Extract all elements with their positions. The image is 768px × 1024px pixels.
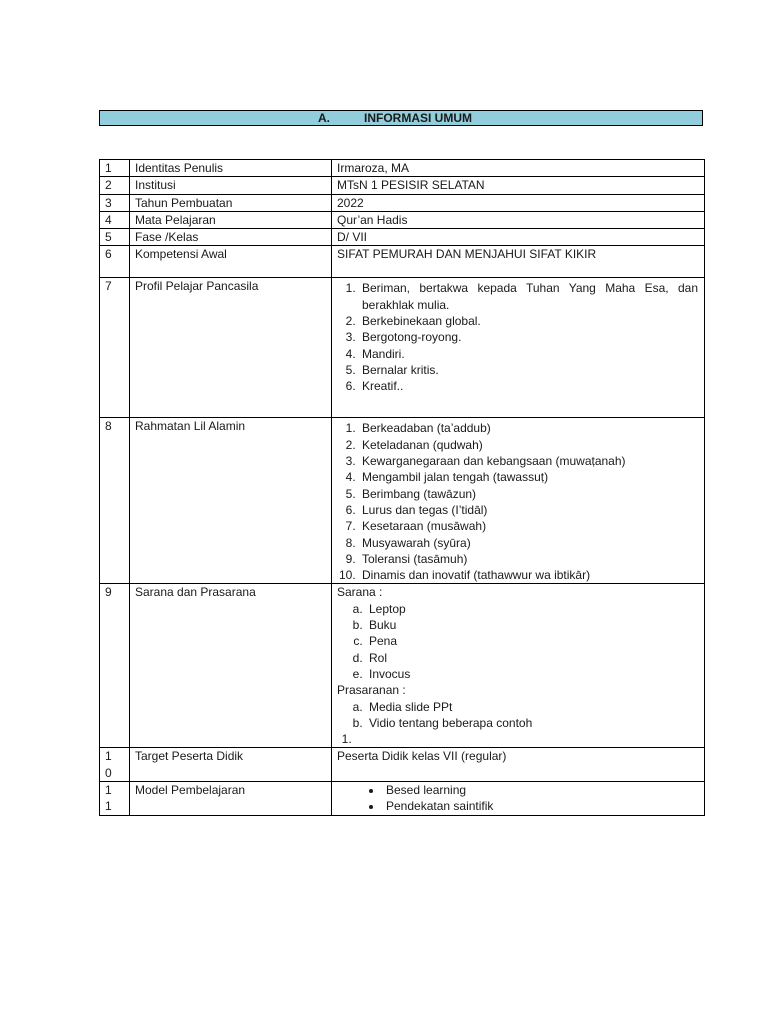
row-number: 4 <box>100 211 130 228</box>
table-row <box>100 211 705 228</box>
row-number: 1 <box>100 160 130 177</box>
table-row <box>100 584 705 748</box>
row-number: 5 <box>100 229 130 246</box>
row-number: 7 <box>100 278 130 418</box>
row-label: Mata Pelajaran <box>130 211 332 228</box>
row-label: Tahun Pembuatan <box>130 194 332 211</box>
row-label: Model Pembelajaran <box>130 782 332 816</box>
table-row <box>100 418 705 584</box>
row-label: Identitas Penulis <box>130 160 332 177</box>
row-value <box>332 584 705 748</box>
list-item: 5. Bernalar kritis. <box>359 362 698 378</box>
list-item: e. Invocus <box>366 666 704 682</box>
list-item: b. Buku <box>366 617 704 633</box>
row-label: Profil Pelajar Pancasila <box>130 278 332 418</box>
model-list <box>337 782 704 815</box>
row-value <box>332 278 705 418</box>
list-item: 6. Kreatif.. <box>359 378 698 394</box>
table-row <box>100 748 705 782</box>
table-row <box>100 229 705 246</box>
row-number: 8 <box>100 418 130 584</box>
section-letter: A. <box>318 111 330 125</box>
row-value: Irmaroza, MA <box>332 160 705 177</box>
row-label: Rahmatan Lil Alamin <box>130 418 332 584</box>
row-number: 9 <box>100 584 130 748</box>
row-value <box>332 782 705 816</box>
list-item: 4. Mengambil jalan tengah (tawassuṭ) <box>359 469 698 485</box>
row-label: Kompetensi Awal <box>130 246 332 278</box>
profil-list <box>337 280 704 394</box>
row-number: 6 <box>100 246 130 278</box>
row-number: 10 <box>100 748 130 782</box>
row-value: MTsN 1 PESISIR SELATAN <box>332 177 705 194</box>
list-item: 2. Keteladanan (qudwah) <box>359 437 698 453</box>
row-label: Fase /Kelas <box>130 229 332 246</box>
row-value: 2022 <box>332 194 705 211</box>
row-value <box>332 418 705 584</box>
table-row <box>100 194 705 211</box>
section-title: INFORMASI UMUM <box>364 111 472 125</box>
row-number: 11 <box>100 782 130 816</box>
table-row <box>100 177 705 194</box>
list-item: 2. Berkebinekaan global. <box>359 313 698 329</box>
list-item: • Besed learning <box>383 782 704 798</box>
prasarana-title: Prasaranan : <box>337 683 406 698</box>
prasarana-list <box>337 699 704 732</box>
row-number: 2 <box>100 177 130 194</box>
list-item: 9. Toleransi (tasāmuh) <box>359 551 698 567</box>
list-item: 6. Lurus dan tegas (I’tidāl) <box>359 502 698 518</box>
list-item: d. Rol <box>366 650 704 666</box>
row-label: Institusi <box>130 177 332 194</box>
list-item: c. Pena <box>366 633 704 649</box>
section-header <box>99 110 703 126</box>
sarana-list <box>337 601 704 682</box>
table-row <box>100 278 705 418</box>
list-item: 5. Berimbang (tawāzun) <box>359 486 698 502</box>
row-value: SIFAT PEMURAH DAN MENJAHUI SIFAT KIKIR <box>332 246 705 278</box>
row-value: Qur’an Hadis <box>332 211 705 228</box>
info-table <box>99 159 705 816</box>
list-item: 1. Berkeadaban (ta’addub) <box>359 420 698 436</box>
list-item: a. Media slide PPt <box>366 699 704 715</box>
list-item: 4. Mandiri. <box>359 346 698 362</box>
list-item: 10. Dinamis dan inovatif (tathawwur wa ibtikār) <box>359 567 698 583</box>
list-item: b. Vidio tentang beberapa contoh <box>366 715 704 731</box>
list-item: 1. Beriman, bertakwa kepada Tuhan Yang Maha Esa, dan berakhlak mulia. <box>359 280 698 313</box>
list-item: 3. Bergotong-royong. <box>359 329 698 345</box>
empty-list-item <box>337 731 704 747</box>
list-item: 7. Kesetaraan (musāwah) <box>359 518 698 534</box>
row-label: Target Peserta Didik <box>130 748 332 782</box>
sarana-title: Sarana : <box>337 585 383 600</box>
list-item: 8. Musyawarah (syūra) <box>359 535 698 551</box>
row-number: 3 <box>100 194 130 211</box>
table-row <box>100 246 705 278</box>
list-item: 3. Kewarganegaraan dan kebangsaan (muwaṭanah) <box>359 453 698 469</box>
row-value: D/ VII <box>332 229 705 246</box>
row-label: Sarana dan Prasarana <box>130 584 332 748</box>
list-item: a. Leptop <box>366 601 704 617</box>
list-item: • Pendekatan saintifik <box>383 798 704 814</box>
table-row <box>100 160 705 177</box>
rahmatan-list <box>337 420 704 583</box>
table-row <box>100 782 705 816</box>
row-value: Peserta Didik kelas VII (regular) <box>332 748 705 782</box>
